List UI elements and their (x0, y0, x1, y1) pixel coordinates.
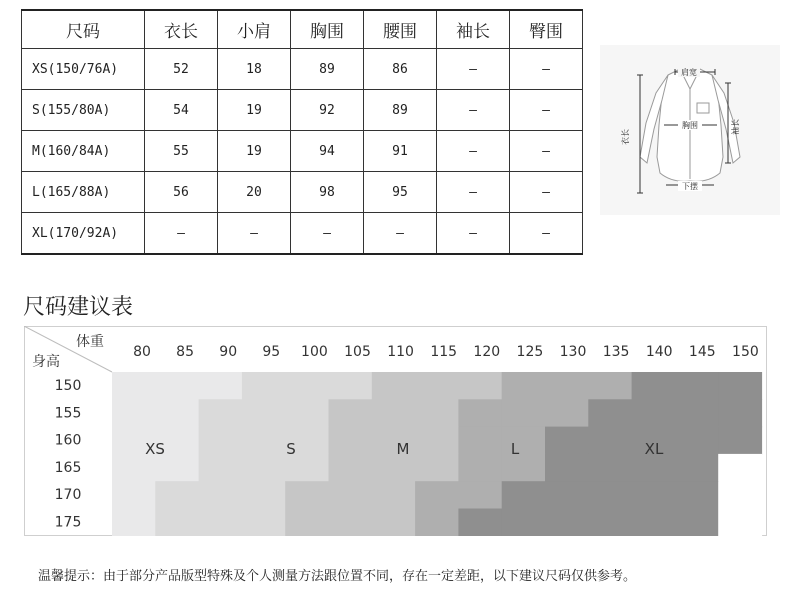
recommendation-cell (112, 372, 156, 400)
recommendation-cell (112, 399, 156, 427)
recommendation-cell (545, 399, 589, 427)
recommendation-cell (588, 481, 632, 509)
size-region-label: S (286, 440, 296, 458)
recommendation-cell (285, 399, 329, 427)
waist-cell: 91 (364, 131, 437, 172)
recommendation-cell (112, 509, 156, 537)
hem-label: 下摆 (682, 182, 698, 191)
chest-cell: 94 (291, 131, 364, 172)
header-sleeve: 袖长 (437, 10, 510, 49)
length-cell: 52 (145, 49, 218, 90)
height-tick-label: 170 (54, 487, 82, 504)
weight-tick-label: 120 (473, 344, 501, 360)
recommendation-cell (285, 509, 329, 537)
recommendation-cell (632, 399, 676, 427)
hip-cell: – (510, 90, 583, 131)
waist-cell: 89 (364, 90, 437, 131)
recommendation-cell (458, 427, 502, 455)
length-cell: – (145, 213, 218, 255)
recommendation-cell (675, 399, 719, 427)
recommendation-cell (458, 509, 502, 537)
recommendation-cell (718, 509, 762, 537)
height-tick-label: 155 (54, 405, 82, 422)
recommendation-cell (415, 481, 459, 509)
size-cell: S(155/80A) (22, 90, 145, 131)
recommendation-cell (199, 454, 243, 482)
size-recommendation-chart (24, 326, 767, 536)
height-tick-label: 160 (54, 432, 82, 449)
recommendation-cell (718, 427, 762, 455)
recommendation-cell (545, 509, 589, 537)
length-label: 衣长 (621, 129, 630, 145)
recommendation-cell (502, 372, 546, 400)
recommendation-cell (718, 372, 762, 400)
waist-cell: – (364, 213, 437, 255)
height-tick-label: 165 (54, 459, 82, 476)
weight-tick-label: 145 (688, 344, 716, 360)
weight-tick-labels (133, 344, 759, 360)
recommendation-cell (329, 372, 373, 400)
shoulder-cell: 20 (218, 172, 291, 213)
recommendation-cell (545, 372, 589, 400)
header-waist: 腰围 (364, 10, 437, 49)
chest-cell: 98 (291, 172, 364, 213)
recommendation-cell (502, 454, 546, 482)
chest-cell: 89 (291, 49, 364, 90)
recommendation-cell (545, 454, 589, 482)
recommendation-cell (675, 454, 719, 482)
sleeve-cell: – (437, 49, 510, 90)
recommendation-cell (632, 481, 676, 509)
section-title: 尺码建议表 (23, 295, 134, 320)
recommendation-cell (199, 372, 243, 400)
recommendation-cell (502, 509, 546, 537)
recommendation-cell (372, 481, 416, 509)
sleeve-cell: – (437, 213, 510, 255)
sleeve-cell: – (437, 172, 510, 213)
shoulder-cell: – (218, 213, 291, 255)
hip-cell: – (510, 49, 583, 90)
recommendation-cell (155, 481, 199, 509)
size-region-label: L (510, 440, 520, 458)
recommendation-cell (458, 372, 502, 400)
recommendation-cell (329, 454, 373, 482)
recommendation-cell (675, 372, 719, 400)
recommendation-cell (588, 427, 632, 455)
recommendation-cell (155, 454, 199, 482)
weight-tick-label: 85 (176, 344, 195, 360)
recommendation-cell (545, 481, 589, 509)
recommendation-cell (502, 481, 546, 509)
weight-tick-label: 100 (301, 344, 328, 360)
height-tick-label: 150 (54, 378, 82, 394)
hip-cell: – (510, 213, 583, 255)
shoulder-label: 肩宽 (681, 68, 697, 77)
recommendation-cell (415, 509, 459, 537)
recommendation-cell (632, 509, 676, 537)
recommendation-cell (242, 372, 286, 400)
recommendation-cell (199, 481, 243, 509)
recommendation-cells (112, 372, 762, 536)
weight-tick-label: 130 (559, 344, 587, 360)
recommendation-cell (502, 427, 546, 455)
size-region-label: XL (644, 440, 664, 458)
recommendation-cell (329, 481, 373, 509)
shirt-measurement-figure (600, 45, 780, 215)
recommendation-cell (675, 481, 719, 509)
weight-tick-label: 150 (732, 344, 759, 360)
sleeve-label: 袖长 (731, 119, 740, 135)
header-length: 衣长 (145, 10, 218, 49)
recommendation-cell (458, 481, 502, 509)
table-row (22, 49, 583, 90)
size-cell: XL(170/92A) (22, 213, 145, 255)
length-cell: 55 (145, 131, 218, 172)
hip-cell: – (510, 172, 583, 213)
waist-cell: 95 (364, 172, 437, 213)
table-row (22, 213, 583, 255)
table-row (22, 90, 583, 131)
size-region-label: M (396, 440, 410, 458)
recommendation-cell (458, 399, 502, 427)
recommendation-cell (112, 454, 156, 482)
hip-cell: – (510, 131, 583, 172)
recommendation-cell (502, 399, 546, 427)
size-region-label: XS (145, 440, 165, 458)
recommendation-cell (242, 454, 286, 482)
chest-cell: – (291, 213, 364, 255)
height-axis-label: 身高 (32, 354, 60, 370)
recommendation-cell (285, 454, 329, 482)
shoulder-cell: 19 (218, 90, 291, 131)
recommendation-cell (372, 372, 416, 400)
table-row (22, 172, 583, 213)
recommendation-cell (329, 427, 373, 455)
size-cell: L(165/88A) (22, 172, 145, 213)
shoulder-cell: 19 (218, 131, 291, 172)
recommendation-cell (588, 399, 632, 427)
recommendation-cell (632, 454, 676, 482)
header-size: 尺码 (22, 10, 145, 49)
weight-tick-label: 105 (344, 344, 371, 360)
recommendation-cell (675, 427, 719, 455)
header-hip: 臀围 (510, 10, 583, 49)
sleeve-cell: – (437, 131, 510, 172)
recommendation-cell (415, 454, 459, 482)
recommendation-cell (545, 427, 589, 455)
shoulder-cell: 18 (218, 49, 291, 90)
recommendation-cell (112, 481, 156, 509)
recommendation-cell (718, 399, 762, 427)
recommendation-cell (199, 427, 243, 455)
recommendation-cell (372, 399, 416, 427)
size-table (21, 9, 583, 255)
weight-tick-label: 125 (516, 344, 544, 360)
recommendation-cell (155, 372, 199, 400)
recommendation-cell (372, 509, 416, 537)
recommendation-cell (415, 399, 459, 427)
weight-axis-label: 体重 (76, 334, 104, 350)
size-table-header-row (22, 10, 583, 49)
recommendation-cell (718, 481, 762, 509)
weight-tick-label: 90 (219, 344, 238, 360)
size-cell: M(160/84A) (22, 131, 145, 172)
recommendation-cell (242, 509, 286, 537)
recommendation-cell (675, 509, 719, 537)
height-tick-label: 175 (54, 514, 82, 531)
chest-cell: 92 (291, 90, 364, 131)
weight-tick-label: 95 (262, 344, 281, 360)
recommendation-cell (329, 509, 373, 537)
weight-tick-label: 115 (430, 344, 458, 360)
footer-note: 温馨提示：由于部分产品版型特殊及个人测量方法跟位置不同，存在一定差距，以下建议尺码仅供参考。 (38, 569, 637, 584)
table-row (22, 131, 583, 172)
waist-cell: 86 (364, 49, 437, 90)
weight-tick-label: 135 (602, 344, 630, 360)
recommendation-cell (588, 509, 632, 537)
recommendation-cell (588, 372, 632, 400)
recommendation-cell (242, 481, 286, 509)
recommendation-cell (155, 399, 199, 427)
recommendation-cell (199, 399, 243, 427)
recommendation-cell (155, 509, 199, 537)
recommendation-cell (588, 454, 632, 482)
weight-tick-label: 80 (133, 344, 151, 360)
header-shoulder: 小肩 (218, 10, 291, 49)
recommendation-cell (458, 454, 502, 482)
weight-tick-label: 110 (387, 344, 414, 360)
length-cell: 56 (145, 172, 218, 213)
recommendation-cell (285, 481, 329, 509)
header-chest: 胸围 (291, 10, 364, 49)
recommendation-cell (632, 372, 676, 400)
recommendation-cell (415, 372, 459, 400)
recommendation-cell (242, 427, 286, 455)
weight-tick-label: 140 (645, 344, 673, 360)
recommendation-cell (718, 454, 762, 482)
chest-label: 胸围 (682, 121, 698, 130)
recommendation-cell (199, 509, 243, 537)
recommendation-cell (372, 454, 416, 482)
recommendation-cell (415, 427, 459, 455)
size-cell: XS(150/76A) (22, 49, 145, 90)
length-cell: 54 (145, 90, 218, 131)
sleeve-cell: – (437, 90, 510, 131)
recommendation-cell (329, 399, 373, 427)
recommendation-cell (242, 399, 286, 427)
recommendation-cell (285, 372, 329, 400)
